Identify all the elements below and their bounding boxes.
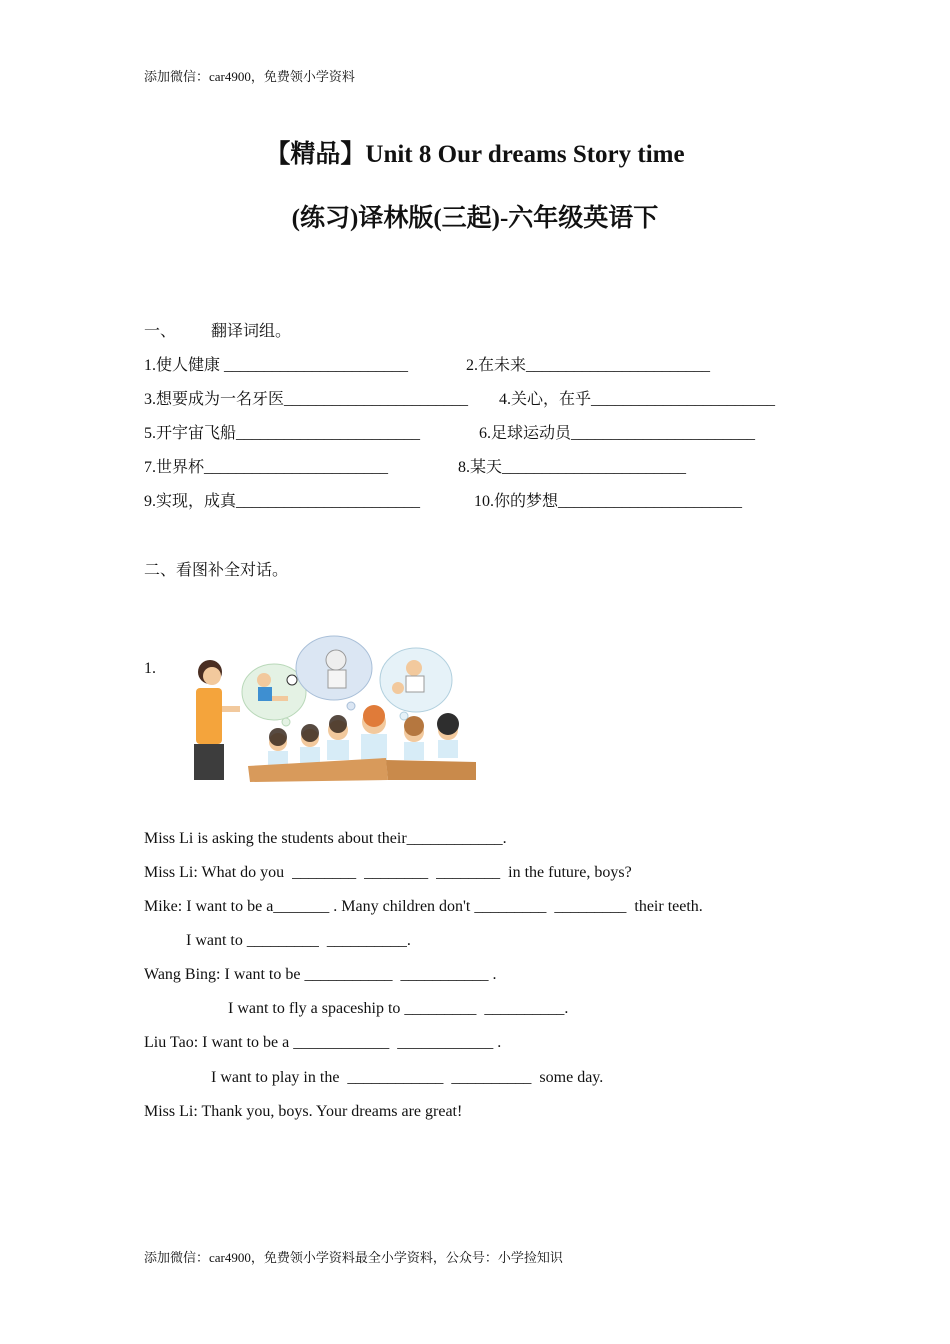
dialogue-line-2: Miss Li: What do you ________ ________ ________ in the future, boys? — [144, 864, 632, 881]
page-subtitle: (练习)译林版(三起)-六年级英语下 — [291, 205, 659, 232]
dialogue-line-5: Wang Bing: I want to be ___________ ___________ . — [144, 966, 497, 983]
dialogue-line-6: I want to fly a spaceship to _________ __________. — [228, 1000, 569, 1017]
vocab-item-5: 5.开宇宙飞船_______________________ — [144, 425, 421, 442]
vocab-item-6: 6.足球运动员_______________________ — [479, 425, 756, 442]
vocab-item-8: 8.某天_______________________ — [458, 459, 687, 476]
dialogue-line-9: Miss Li: Thank you, boys. Your dreams are great! — [144, 1103, 463, 1120]
page-title: 【精品】Unit 8 Our dreams Story time — [265, 141, 685, 168]
dialogue-line-1: Miss Li is asking the students about their____________. — [144, 830, 507, 847]
section1-heading: 翻译词组。 — [211, 323, 292, 340]
vocab-item-1: 1.使人健康 _______________________ — [144, 357, 409, 374]
dialogue-line-4: I want to _________ __________. — [186, 932, 411, 949]
section1-number: 一、 — [144, 323, 177, 340]
vocab-item-10: 10.你的梦想_______________________ — [474, 493, 743, 510]
vocab-item-9: 9.实现，成真_______________________ — [144, 493, 421, 510]
question-number: 1. — [144, 660, 156, 677]
dialogue-line-8: I want to play in the ____________ __________ some day. — [211, 1069, 604, 1086]
vocab-item-2: 2.在未来_______________________ — [466, 357, 711, 374]
classroom-illustration — [186, 634, 478, 782]
dialogue-line-7: Liu Tao: I want to be a ____________ ____________ . — [144, 1034, 502, 1051]
vocab-item-3: 3.想要成为一名牙医_______________________ — [144, 391, 469, 408]
vocab-item-4: 4.关心，在乎_______________________ — [499, 391, 776, 408]
section2-heading: 二、看图补全对话。 — [144, 562, 289, 579]
vocab-item-7: 7.世界杯_______________________ — [144, 459, 389, 476]
footer-note: 添加微信：car4900，免费领小学资料最全小学资料，公众号：小学捡知识 — [144, 1250, 563, 1265]
dialogue-line-3: Mike: I want to be a_______ . Many children don't _________ _________ their teeth. — [144, 898, 703, 915]
header-note: 添加微信：car4900，免费领小学资料 — [144, 69, 355, 84]
